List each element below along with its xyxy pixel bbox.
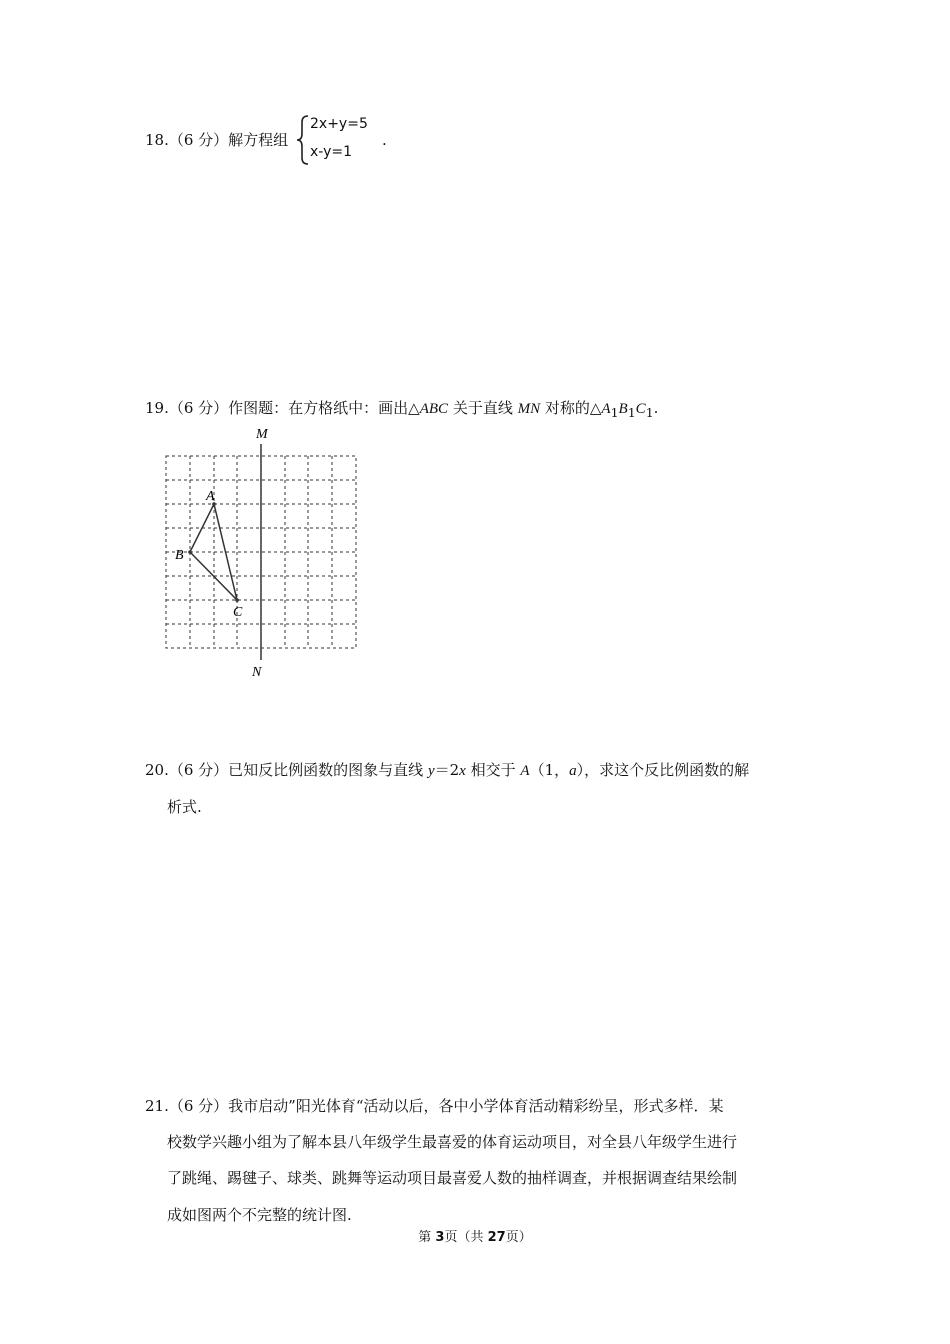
q20-score: （6 分）	[168, 761, 229, 779]
q21-line-1: 21.（6 分）我市启动”阳光体育“活动以后，各中小学体育活动精彩纷呈，形式多样．某	[145, 1097, 724, 1115]
q19-text-b: 关于直线	[448, 399, 518, 417]
footer-page-number: 3	[435, 1230, 445, 1245]
q19-text-c: 对称的△	[540, 399, 602, 417]
q19-number: 19.	[145, 399, 169, 417]
label-m: M	[256, 427, 268, 442]
q19-b1: B	[618, 401, 628, 417]
q19-line-mn: MN	[517, 401, 541, 417]
point-b	[188, 550, 192, 554]
q21-line-4: 成如图两个不完整的统计图.	[167, 1206, 352, 1224]
q20-line-2: 析式.	[167, 798, 202, 816]
label-n: N	[252, 665, 262, 680]
q18-score: （6 分）	[168, 131, 229, 149]
q19-sub-c: 1	[645, 405, 654, 420]
q20-y: y	[427, 763, 435, 779]
q19-score: （6 分）	[168, 399, 229, 417]
point-c	[235, 598, 239, 602]
q19-text-a: 作图题：在方格纸中：画出△	[228, 399, 420, 417]
q20-eq: ＝2	[434, 761, 460, 779]
q19-c1: C	[635, 401, 646, 417]
q20-text-b: 相交于	[465, 761, 521, 779]
q20-text-a: 已知反比例函数的图象与直线	[228, 761, 428, 779]
q18-number: 18.	[145, 131, 169, 149]
footer-total-pages: 27	[487, 1230, 506, 1245]
label-c: C	[233, 605, 243, 620]
q20-var-a: a	[569, 763, 577, 779]
q20-x: x	[459, 763, 466, 779]
label-b: B	[175, 548, 184, 563]
q19-sub-a: 1	[610, 405, 619, 420]
q21-line-3: 了跳绳、踢毽子、球类、跳舞等运动项目最喜爱人数的抽样调查，并根据调查结果绘制	[167, 1169, 738, 1187]
q20-paren: （1，	[529, 761, 570, 779]
page-footer	[0, 1226, 950, 1245]
left-brace-icon	[296, 114, 310, 166]
question-20	[145, 760, 749, 781]
footer-suffix: 页）	[505, 1230, 532, 1245]
q19-triangle-abc: ABC	[419, 401, 449, 417]
q20-text-c: ），求这个反比例函数的解	[576, 761, 750, 779]
q21-line-2: 校数学兴趣小组为了解本县八年级学生最喜爱的体育运动项目，对全县八年级学生进行	[167, 1133, 738, 1151]
q20-number: 20.	[145, 761, 169, 779]
footer-prefix: 第	[418, 1230, 436, 1245]
equation-1: 2x+y=5	[310, 116, 368, 132]
grid-figure	[150, 420, 370, 685]
equation-2: x-y=1	[310, 144, 353, 160]
q18-period: .	[382, 131, 387, 149]
q19-a1: A	[601, 401, 611, 417]
footer-middle: 页（共	[444, 1230, 488, 1245]
q18-prompt: 解方程组	[228, 131, 289, 149]
question-18	[145, 130, 288, 150]
q19-sub-b: 1	[627, 405, 636, 420]
q19-period: .	[653, 399, 659, 417]
equation-system	[296, 114, 376, 166]
q20-point-a: A	[520, 763, 530, 779]
label-a: A	[206, 489, 215, 504]
